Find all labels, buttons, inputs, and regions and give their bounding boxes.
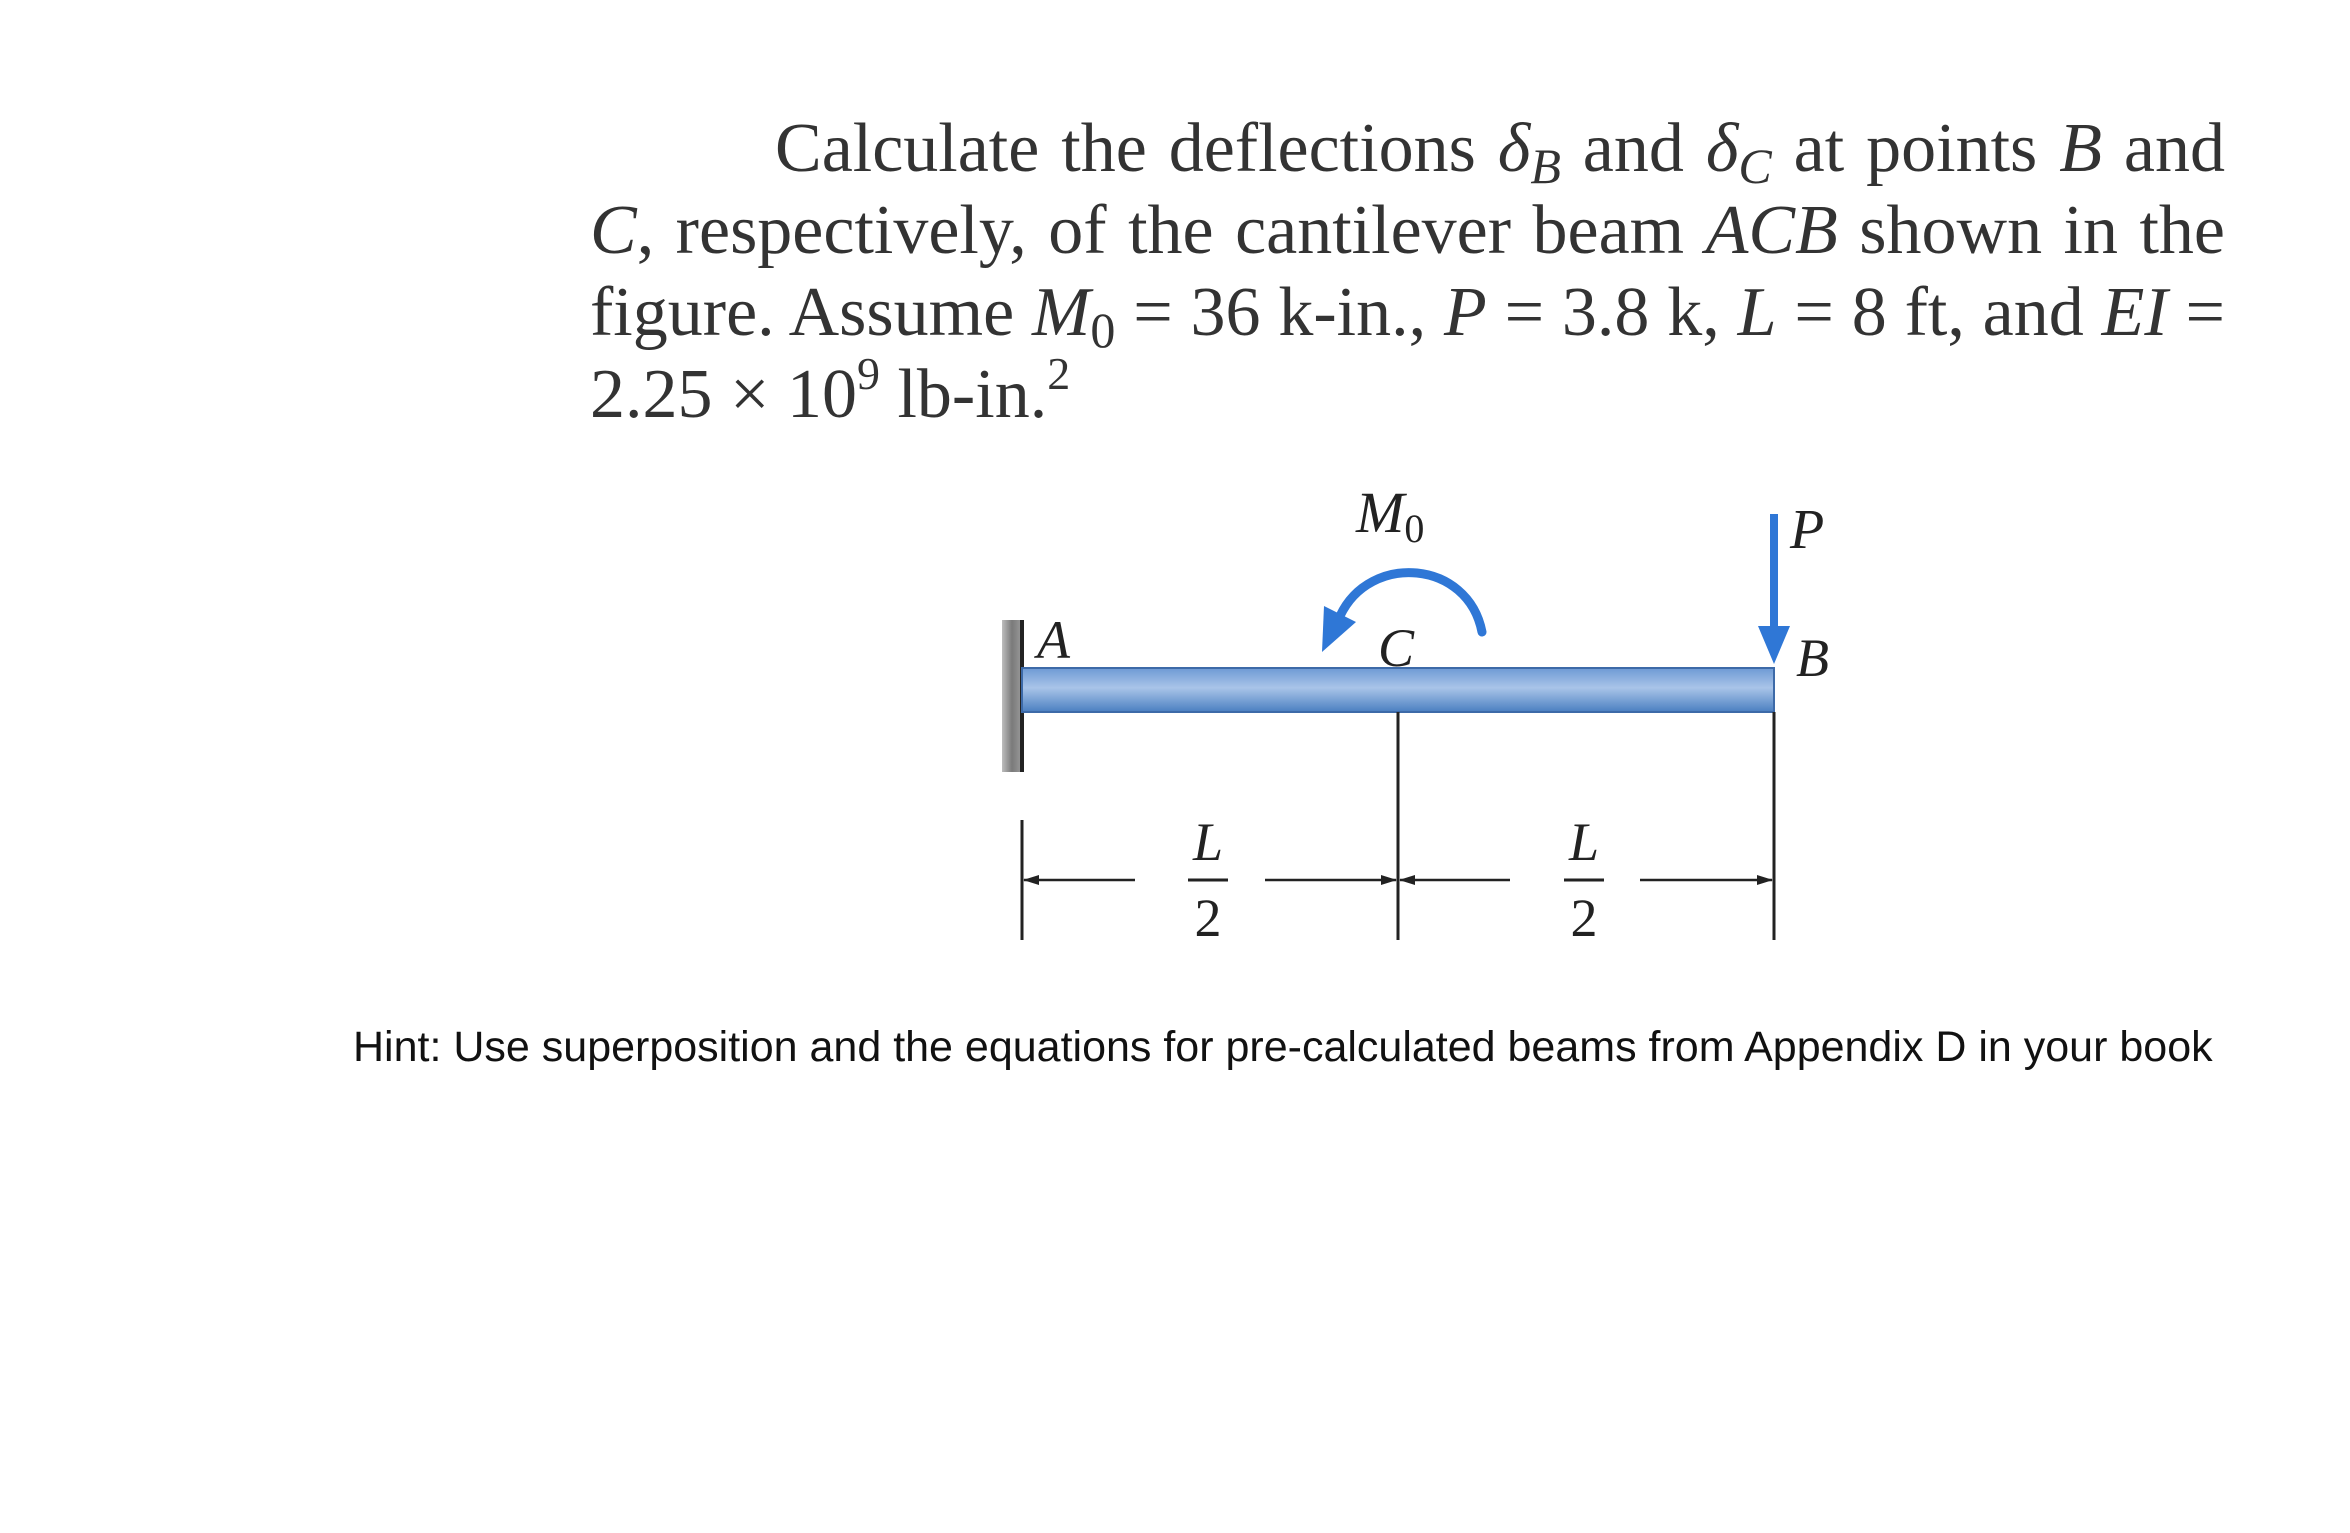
dim-numerator-2: L [1568, 812, 1600, 872]
moment-label: M0 [1356, 480, 1425, 551]
point-label-a: A [1037, 610, 1070, 670]
dim-denominator-2: 2 [1570, 888, 1598, 948]
point-label-b: B [1796, 628, 1829, 688]
load-label: P [1790, 499, 1825, 561]
hint-text: Hint: Use superposition and the equations for pre-calculated beams from Appendix D in your book [353, 1023, 2213, 1071]
dim-denominator-1: 2 [1194, 888, 1222, 948]
point-label-c: C [1378, 618, 1415, 678]
load-arrow-icon [1758, 626, 1790, 664]
dim-numerator-1: L [1192, 812, 1224, 872]
problem-statement: Calculate the deflections $\delta_B$ and $\delta_C$ at points B and C, respectively, of the cantilever beam ACB shown in the figure. Assume $M_0 = 36$ k-in., P = 3.8 k, L = 8 ft, and EI = $2.25 \times 10^9$ lb-in.$^2$ [590, 110, 2225, 433]
fixed-support-wall [1002, 620, 1022, 772]
